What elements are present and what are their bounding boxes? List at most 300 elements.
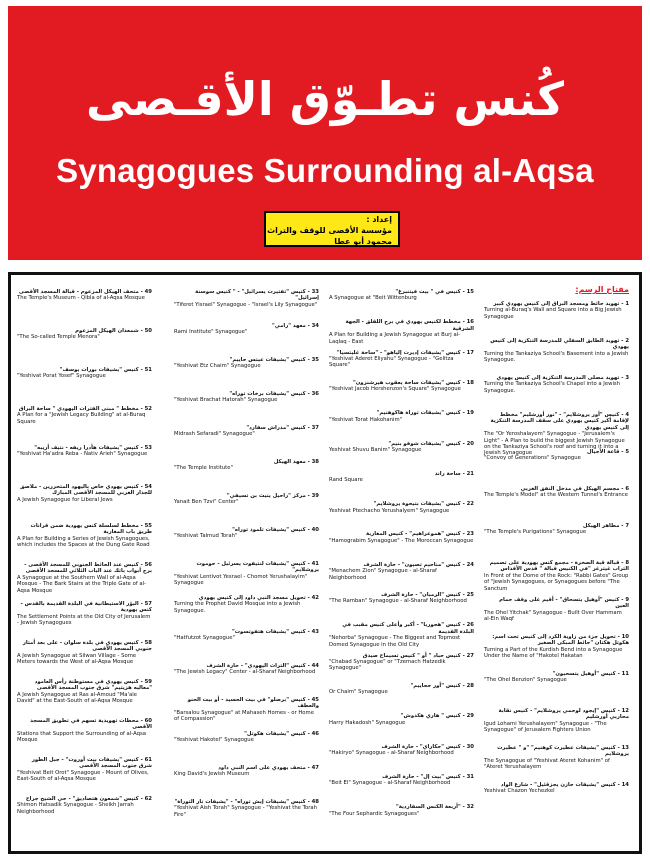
key-entry-english: "The Four Sephardic Synagogues"	[329, 810, 420, 817]
key-entry-number: 15	[466, 289, 474, 295]
key-entry-number: 4	[625, 412, 629, 418]
key-entry-arabic: 5 - قاعة الأجيال	[586, 449, 629, 455]
key-entry-english: "Yeshivat Porat Yosef" Synagogue	[17, 373, 106, 380]
key-entry-arabic-text: كنيس يهودي في مستوطنة رأس العامود "معاليه هزيتيم" شرق جنوب المسجد الأقصى	[34, 679, 152, 692]
key-entry	[329, 713, 474, 726]
key-entry	[329, 350, 474, 369]
key-entry-english: "Hamograbim Synagogue" - The Moroccan Synagogue	[329, 537, 474, 544]
key-entry-arabic-text: كنيس "تفتيرت يسرائيل" - " كنيس سوسنة إسرائيل"	[195, 289, 319, 302]
key-entry-english: Turning al-Buraq's Wall and Square into a Big Jewish Synagogue	[484, 307, 622, 320]
key-entry-english: "Beit El" Synagogue - al-Sharaf Neighborhood	[329, 780, 451, 787]
key-entry	[17, 445, 152, 458]
key-entry	[17, 718, 152, 744]
key-entry-english: "The So-called Temple Menora"	[17, 334, 100, 341]
key-entry-arabic: 19 - كنيس "يشيفات توراة هاكوهنيم"	[376, 410, 474, 417]
key-entry	[484, 486, 629, 499]
key-entry-english: A Jewish Synagogue at Ras al-Amoud "Ma'ale David" at the East-South of al-Aqsa Mosque	[17, 691, 137, 705]
key-entry-arabic-text: متحف يهودي على اسم النبي داود	[218, 765, 306, 771]
key-entry-arabic: 11 - كنيس "أوهيل يتسحيون"	[552, 671, 629, 677]
key-entry	[329, 289, 474, 302]
key-entry-arabic-text: كنيس "يشيفات إديرت إلياهو" - "ساحة غليتسيا"	[336, 349, 461, 356]
key-entry-english: The Temple's Museum - Qibla of al-Aqsa Mosque	[17, 295, 145, 302]
key-entry-english: "Yeshivat Beit Orot" Synagogue - Mount of Olives, East-South of al-Aqsa Mosque	[17, 769, 149, 783]
key-entry-arabic-text: تهويد مصلى المدرسة التنكزية إلى كنيس يهودي	[496, 375, 620, 381]
key-entry	[329, 562, 474, 581]
key-entry-english: Turning a Part of the Kurdish Bend into a Synagogue Under the Name of "Hakotel Hakatan	[484, 646, 623, 660]
key-entry-arabic: 49 - متحف الهيكل المزعوم - قبالة المسجد الأقصى	[18, 289, 152, 295]
key-entry-number: 26	[466, 622, 474, 629]
key-entry-english: A Jewish Synagogue at Silwan Village - Some Meters towards the West of al-Aqsa Mosque	[17, 652, 137, 666]
key-entry-number: 41	[311, 561, 319, 567]
key-entry-english: A Plan for a "Jewish Legacy Building" at al-Buraq Square	[17, 412, 146, 425]
title-banner	[8, 6, 642, 260]
key-entry	[17, 640, 152, 666]
key-entry	[174, 595, 319, 614]
key-entry	[329, 410, 474, 423]
key-entry	[174, 697, 319, 723]
key-entry-arabic-text: معهد الهيكل	[273, 459, 306, 465]
key-entry-arabic: 45 - كنيس "برصلو" في بيت الحسيد - أو بيت الحنو والعطف	[187, 697, 319, 710]
key-entry-number: 10	[621, 634, 629, 640]
key-entry-number: 30	[466, 743, 474, 750]
key-entry-number: 16	[466, 319, 474, 326]
key-entry-arabic: 20 - كنيس "يشيفات شوفو بنيم"	[388, 440, 474, 447]
key-entry-arabic: 26 - كنيس "هحوربا" - أكبر وأعلى كنيس مقبب في البلدة القديمة	[342, 622, 474, 635]
key-entry-arabic-text: كنيس "هحوربا" - أكبر وأعلى كنيس مقبب في البلدة القديمة	[342, 622, 474, 635]
key-entry-arabic-text: كنيس "يشيفات عيتس حاييم"	[229, 357, 306, 363]
key-entry	[329, 531, 474, 544]
key-entry-number: 23	[466, 531, 474, 538]
key-entry	[484, 745, 629, 771]
key-entry-arabic-text: كنيس "يشيفات برخات توراه"	[229, 391, 306, 397]
key-entry-arabic: 18 - كنيس "يشيفات ساحة يعقوب هيرشنزون"	[353, 379, 474, 386]
key-entry-english: Turning the Prophet David Mosque into a Jewish Synagogue.	[174, 601, 301, 614]
key-entry-english: "Yeshivat Aderet Eliyahu" Synagogue - "Gelitza Square"	[329, 356, 454, 369]
key-entry	[484, 597, 629, 623]
key-entry-arabic-text: قاعة الأجيال	[586, 449, 620, 455]
key-entry-number: 32	[466, 804, 474, 811]
key-entry-english: Yeshivat Shuvu Banim" Synagogue	[329, 446, 422, 453]
key-entry-arabic-text: كنيس "إيجود لوحمي يروشلايم" - كنيس نقابة محاربي أورشليم	[498, 708, 629, 721]
key-entry-arabic: 10 - تحويل جزء من زاوية الكرد إلى كنيس تحت اسم: هكوتل هكتان "حائط المبكى الصغير	[492, 634, 629, 647]
key-entry-arabic-text: كنيس "الرمبان" - حارة الشرف	[381, 592, 461, 598]
key-entry-number: 6	[625, 486, 629, 492]
key-entry-arabic-text: كنيس "يشيفات تلموذ توراه"	[232, 527, 306, 533]
key-entry-number: 46	[311, 731, 319, 737]
key-entry-english: "Barsalou Synagogue" at Mahaseh Homes - or Home of Compassion"	[174, 709, 314, 723]
credit-box	[264, 211, 400, 247]
key-entry-english: "Yeshivat Hakotel" Synagogue	[174, 737, 254, 744]
key-entry-number: 1	[625, 301, 629, 307]
key-entry	[174, 493, 319, 506]
key-entry-arabic: 51 - كنيس "يشيفات بورات يوسف"	[59, 367, 152, 373]
key-entry-arabic-text: كنيس "يشيفات ساحة يعقوب هيرشنزون"	[353, 379, 461, 386]
key-entry-english: "Yeshivat Aish Torah" Synagogue - "Yeshivat the Torah Fire"	[174, 805, 317, 818]
key-entry	[174, 765, 319, 778]
key-entry-arabic: 60 - محطات تهويدية تسهم في تطويق المسجد الأقصى	[30, 718, 152, 731]
key-entry	[17, 796, 152, 815]
key-entry-arabic: 34 - معهد "رامي"	[272, 323, 319, 329]
key-entry-english: King David's Jewish Museum	[174, 771, 250, 778]
key-entry-english: Yanait Ben Tzvi" Center"	[174, 499, 239, 506]
key-entry	[17, 406, 152, 425]
key-entry-english: A Synagogue at "Beit Wittenburg	[329, 295, 417, 302]
key-entry-number: 34	[311, 323, 319, 329]
key-entry-arabic-text: قبالة قبة الصخرة - مجمع كنس يهودية على تصميم التراب غيترغر "في الكنيس قبالة " قدس الأقداس	[489, 560, 629, 573]
key-entry-english: "Yeshivat Jacob Hershenzon's Square" Synagogue	[329, 386, 461, 393]
key-entry-number: 50	[144, 328, 152, 334]
key-entry-english: Rand Square	[329, 477, 363, 484]
key-entry-arabic-text: محطات تهويدية تسهم في تطويق المسجد الأقصى	[30, 718, 152, 731]
key-entry-number: 9	[625, 597, 629, 603]
key-entry	[484, 634, 629, 660]
key-entry	[484, 375, 629, 394]
map-key-panel	[8, 272, 642, 854]
key-entry-english: "Yeshivat Torat Hakohanim"	[329, 416, 403, 423]
key-entry-arabic-text: مخطط لكنيس يهودي في برج اللقلق - الجهة الشرقية	[345, 319, 474, 332]
key-entry-arabic: 31 - كنيس "بيت إل" - حارة الشرف	[382, 773, 474, 780]
key-entry-arabic: 6 - مجسم الهيكل في مدخل النفق الغربي	[520, 486, 629, 492]
key-entry-arabic: 22 - كنيس "يشيفات بتيحوة يروشلايم"	[373, 501, 474, 508]
key-entry-arabic-text: كنيس "أوهيل يتسحاق" - أقيم على وقف حمام العين	[499, 597, 629, 610]
key-entry-number: 7	[625, 523, 629, 529]
key-entry-number: 14	[621, 782, 629, 788]
key-entry-arabic-text: كنيس عند الحائط الجنوبي للمسجد الأقصى - برج أبواب باتك عند الباب الثلاثي للمسجد الأقصى	[24, 562, 152, 575]
key-entry-number: 56	[144, 562, 152, 568]
key-entry-arabic: 7 - مطاهر الهيكل	[582, 523, 629, 529]
key-entry-number: 62	[144, 796, 152, 802]
key-entry-arabic: 24 - كنيس "مناحيم تصيون" - حارة الشرف	[363, 561, 474, 568]
key-entry-arabic: 36 - كنيس "يشيفات برخات توراه"	[229, 391, 319, 397]
key-entry-number: 19	[466, 410, 474, 417]
key-entry-english: Rami Institute" Synagogue"	[174, 329, 248, 336]
key-entry-arabic: 8 - قبالة قبة الصخرة - مجمع كنس يهودية على تصميم التراب غيترغر "في الكنيس قبالة " قدس الأقداس	[489, 560, 629, 573]
key-entry-number: 12	[621, 708, 629, 714]
key-entry	[17, 679, 152, 705]
key-entry	[329, 471, 474, 484]
key-title: مفتاح الرسم:	[575, 285, 629, 294]
key-entry-arabic-text: كنيس "التراث اليهودي" - حارة الشرف	[206, 663, 306, 669]
key-entry-arabic: 58 - كنيس يهودي في بلدة سلوان - على بعد أمتار جنوبي المسجد الأقصى	[22, 640, 152, 653]
key-entry-arabic-text: كنيس "يشيفات هكوتل"	[244, 731, 306, 737]
key-entry-english: Stations that Support the Surrounding of al-Aqsa Mosque	[17, 730, 146, 744]
key-entry-english: Turning the Tankaziya School's Basement into a Jewish Synagogue.	[484, 350, 629, 364]
key-entry-arabic: 59 - كنيس يهودي في مستوطنة رأس العامود "معاليه هزيتيم" شرق جنوب المسجد الأقصى	[34, 679, 152, 692]
key-entry-arabic-text: مخطط لسلسلة كنس يهودية ضمن قرانات طريق باب المغاربة	[30, 523, 152, 536]
key-entry-arabic-text: كنيس "حكاراي" - حارة الشرف	[381, 743, 461, 750]
credit-line: إعداد :	[366, 215, 392, 224]
key-entry-english: "Menachem Zion" Synagogue - al-Sharaf Neighborhood	[329, 568, 437, 581]
key-entry-english: Midrash Sefaradi" Synagogue"	[174, 431, 255, 438]
key-entry-arabic-text: تحويل جزء من زاوية الكرد إلى كنيس تحت اسم: هكوتل هكتان "حائط المبكى الصغير	[492, 634, 629, 647]
key-entry-arabic-text: كنيس "مدراش سفارد"	[246, 425, 306, 431]
key-entry	[174, 425, 319, 438]
key-entry-english: Or Chaim" Synagogue	[329, 689, 388, 696]
key-entry-arabic-text: تهويد الطابق السفلي للمدرسة التنكزية إلى كنيس يهودي	[490, 338, 629, 351]
key-entry-english: "Hatfutzot Synagogue"	[174, 635, 235, 642]
key-entry-number: 25	[466, 592, 474, 598]
key-entry-arabic: 14 - كنيس "يشيفات حازن يحزقئيل" - شارع الواد	[500, 782, 629, 788]
key-entry	[484, 782, 629, 795]
key-entry-arabic: 23 - كنيس "هموعراهيم" - كنيس المغاربة	[366, 531, 474, 538]
key-entry-arabic-text: كنيس "يشيفات إيش توراه" - "يشيفات نار التوراة"	[174, 799, 306, 805]
key-entry-number: 28	[466, 682, 474, 689]
key-entry-english: A Jewish Synagogue for Liberal Jews	[17, 496, 113, 503]
key-entry-number: 20	[466, 440, 474, 447]
key-entry-arabic-text: مجسم الهيكل في مدخل النفق الغربي	[520, 486, 620, 492]
key-entry	[484, 338, 629, 364]
key-entry-english: "The Temple Institute"	[174, 465, 233, 472]
key-entry-english: In Front of the Dome of the Rock: "Rabbi Gates" Group of "Jewish Synagogues, or Synagogues before "The Sanctum	[484, 572, 629, 592]
key-entry	[17, 484, 152, 503]
key-entry-english: Turning the Tankaziya School's Chapel into a Jewish Synagogue.	[484, 381, 621, 394]
key-entry-arabic-text: كنيس "أور يروشلايم" - "نور أورشليم" مخطط لإقامة أكبر كنيس يهودي على سقف المدرسة التنكزية إلى كنيس يهودي	[490, 412, 629, 431]
key-entry-number: 53	[144, 445, 152, 451]
key-entry	[17, 367, 152, 380]
key-entry	[484, 301, 629, 320]
key-entry-arabic: 42 - تحويل مسجد النبي داود إلى كنيس يهودي	[198, 595, 319, 601]
key-entry	[329, 501, 474, 514]
key-entry	[329, 592, 474, 605]
key-entry-arabic-text: كنيس يهودي في بلدة سلوان - على بعد أمتار جنوبي المسجد الأقصى	[22, 640, 152, 653]
key-entry	[174, 731, 319, 744]
key-entry-arabic-text: كنيس "يشيفات هأدرا ريفه - نتيف أريبه"	[34, 445, 139, 451]
key-entry-english: The Ohel Yitchak" Synagogue - Built Over Hammam al-Ein Waqf	[484, 609, 622, 623]
key-entry-number: 55	[144, 523, 152, 529]
key-entry-number: 47	[311, 765, 319, 771]
key-entry-english: The "Or Yeroshalayem" Synagogue - "Jerusalem's Light" - A Plan to build the biggest Jewish Synagogue on the Tankaziya School's roof and turning it into a Jewish Synagogue	[484, 431, 625, 457]
key-entry-arabic: 56 - كنيس عند الحائط الجنوبي للمسجد الأقصى - برج أبواب باتك عند الباب الثلاثي للمسجد الأقصى	[24, 562, 152, 575]
key-entry	[329, 319, 474, 345]
key-entry-number: 8	[625, 560, 629, 566]
key-entry	[329, 441, 474, 454]
key-entry-number: 49	[144, 289, 152, 295]
key-entry-arabic: 39 - مركز "راحيل ينيث بن تسيفي"	[226, 493, 319, 499]
key-entry-arabic-text: كنيس "أوهيل يتسحيون"	[552, 671, 616, 677]
key-entry	[174, 799, 319, 818]
key-entry-english: "Nehorba" Synagogue - The Biggest and Topmost Domed Synagogue in the Old City	[329, 635, 461, 648]
key-entry	[174, 561, 319, 587]
key-entry	[174, 289, 319, 308]
key-entry	[174, 527, 319, 540]
key-entry-english: Yeshivat Ptechacho Yerushalyem" Synagogue	[329, 507, 450, 514]
key-entry-english: Harry Hakadosh" Synagogue	[329, 719, 406, 726]
key-entry	[174, 629, 319, 642]
key-entry	[17, 289, 152, 302]
key-entry-arabic: 57 - البؤر الاستيطانية في البلدة القديمة بالقدس - كنس يهودية	[20, 601, 152, 614]
key-entry	[17, 601, 152, 627]
key-entry-number: 5	[625, 449, 629, 455]
key-entry-number: 27	[466, 652, 474, 659]
key-entry-english: A Plan for Building a Jewish Synagogue at Burj al-Laqlaq - East	[329, 332, 461, 345]
key-entry-arabic-text: كنيس "برصلو" في بيت الحسيد - أو بيت الحنو والعطف	[187, 697, 319, 710]
key-entry-number: 37	[311, 425, 319, 431]
key-entry-english: The Settlement Points at the Old City of Jerusalem - Jewish Synagogues	[17, 613, 151, 627]
key-entry	[174, 391, 319, 404]
key-entry-english: A Plan for Building a Series of Jewish Synagogues, which includes the Spaces at the Dung Gate Road	[17, 535, 150, 549]
key-entry	[329, 653, 474, 672]
key-entry-number: 42	[311, 595, 319, 601]
key-entry-arabic: 3 - تهويد مصلى المدرسة التنكزية إلى كنيس يهودي	[496, 375, 629, 381]
credit-line: محمود أبو عطا	[334, 237, 392, 246]
key-entry-english: "Tiferet Yisrael" Synagogue - "Israel's Lily Synagogue"	[174, 301, 318, 308]
key-entry-arabic-text: ساحة راند	[434, 470, 461, 477]
key-entry-arabic-text: كنيس "يشيفات بورات يوسف"	[59, 367, 139, 373]
key-entry-arabic: 53 - كنيس "يشيفات هأدرا ريفه - نتيف أريبه"	[34, 445, 152, 451]
key-entry-english: "Hakiryo" Synagogue - al-Sharaf Neighborhood	[329, 749, 454, 756]
key-entry-arabic: 47 - متحف يهودي على اسم النبي داود	[218, 765, 319, 771]
key-entry-arabic: 52 - مخطط " مبنى الفترات اليهودي " ساحة البراق	[18, 406, 152, 412]
key-entry-arabic: 61 - كنيس "يشيفات بيت أوروت" - جبل الطور شرق جنوب المسجد الأقصى	[31, 757, 152, 770]
key-entry-arabic-text: كنيس "يشيفات هتفوتسوت"	[231, 629, 306, 635]
key-entry-arabic: 46 - كنيس "يشيفات هكوتل"	[244, 731, 319, 737]
key-entry-number: 36	[311, 391, 319, 397]
credit-line: مؤسسة الأقصى للوقف والتراث	[267, 226, 392, 235]
key-entry-english: The Synagogue of "Yeshivat Ateret Kohanim" of "Ateret Yerushalayem	[484, 757, 610, 771]
key-entry-arabic-text: كنيس "يشيفات توراة هاكوهنيم"	[376, 410, 461, 417]
key-entry-arabic: 16 - مخطط لكنيس يهودي في برج اللقلق - الجهة الشرقية	[345, 319, 474, 332]
key-entry-arabic-text: كنيس في " بيت فيتنبرغ"	[395, 289, 461, 295]
key-entry-arabic: 21 - ساحة راند	[434, 470, 474, 477]
key-entry-arabic-text: تحويل مسجد النبي داود إلى كنيس يهودي	[198, 595, 306, 601]
key-entry-arabic: 62 - كنيس "شمعون هتصاديق" - حي الشيخ جراح	[25, 796, 152, 802]
key-entry-arabic-text: كنيس "هموعراهيم" - كنيس المغاربة	[366, 531, 461, 538]
key-entry-arabic-text: كنيس "يشيفات حازن يحزقئيل" - شارع الواد	[500, 782, 616, 788]
key-entry-number: 38	[311, 459, 319, 465]
key-entry-english: "Yeshivat Lentivot Yesrael - Chomot Yerushalayim" Synagogue	[174, 573, 308, 587]
key-entry-number: 51	[144, 367, 152, 373]
key-entry	[17, 523, 152, 549]
key-entry-number: 22	[466, 501, 474, 508]
key-entry-number: 18	[466, 379, 474, 386]
key-entry-arabic-text: كنيس "يشيفات لنتيفوت يسرئيل - حوموت يروشلايم"	[196, 561, 319, 574]
key-entry-number: 60	[144, 718, 152, 724]
key-entry-number: 31	[466, 773, 474, 780]
key-entry	[17, 328, 152, 341]
key-entry-arabic: 30 - كنيس "حكاراي" - حارة الشرف	[381, 743, 474, 750]
key-entry-arabic: 28 - كنيس "أور ححاييم"	[410, 682, 474, 689]
key-entry-arabic: 55 - مخطط لسلسلة كنس يهودية ضمن قرانات طريق باب المغاربة	[30, 523, 152, 536]
key-entry-english: Shimon Hatsadik Synagogue - Sheikh Jarrah Neighborhood	[17, 802, 134, 815]
key-entry-number: 2	[625, 338, 629, 344]
key-entry-arabic-text: كنيس "يشيفات بيت أوروت" - جبل الطور شرق جنوب المسجد الأقصى	[31, 757, 152, 770]
key-entry-number: 48	[311, 799, 319, 805]
key-entry-arabic-text: كنيس "يشيفات بتيحوة يروشلايم"	[373, 501, 461, 508]
key-entry-arabic-text: مركز "راحيل ينيث بن تسيفي"	[226, 493, 306, 499]
key-entry-english: The Temple's Model" at the Western Tunnel's Entrance	[484, 492, 628, 499]
key-entry-arabic: 44 - كنيس "التراث اليهودي" - حارة الشرف	[206, 663, 319, 669]
key-entry-arabic-text: مخطط " مبنى الفترات اليهودي " ساحة البراق	[18, 406, 139, 412]
key-entry-arabic: 2 - تهويد الطابق السفلي للمدرسة التنكزية إلى كنيس يهودي	[490, 338, 629, 351]
key-entry	[174, 323, 319, 336]
key-entry-number: 54	[144, 484, 152, 490]
key-entry-arabic: 48 - كنيس "يشيفات إيش توراه" - "يشيفات نار التوراة"	[174, 799, 319, 805]
key-entry-english: Igud Lohami Yerushalayem" Synagogue - "The Synagogue" of Jerusalem Fighters Union	[484, 720, 607, 734]
key-entry-arabic: 38 - معهد الهيكل	[273, 459, 319, 465]
key-entry-number: 33	[311, 289, 319, 295]
key-entry-arabic: 4 - كنيس "أور يروشلايم" - "نور أورشليم" مخطط لإقامة أكبر كنيس يهودي على سقف المدرسة التنكزية إلى كنيس يهودي	[490, 412, 629, 431]
key-entry-arabic-text: كنيس "مناحيم تصيون" - حارة الشرف	[363, 561, 461, 568]
key-entry-number: 57	[144, 601, 152, 607]
key-entry-number: 11	[621, 671, 629, 677]
key-entry	[329, 622, 474, 648]
key-entry	[174, 459, 319, 472]
key-entry-number: 61	[144, 757, 152, 763]
key-entry-arabic: 9 - كنيس "أوهيل يتسحاق" - أقيم على وقف حمام العين	[499, 597, 629, 610]
key-entry-number: 24	[466, 561, 474, 568]
key-entry-arabic: 37 - كنيس "مدراش سفارد"	[246, 425, 319, 431]
key-entry-arabic: 41 - كنيس "يشيفات لنتيفوت يسرئيل - حوموت يروشلايم"	[196, 561, 319, 574]
key-entry-arabic: 32 - "أربعة الكنس السفاردية"	[395, 804, 474, 811]
key-entry	[329, 380, 474, 393]
key-entry-english: "Yeshivat Etz Chaim" Synagogue	[174, 363, 261, 370]
key-entry-arabic-text: البؤر الاستيطانية في البلدة القديمة بالقدس - كنس يهودية	[20, 601, 152, 614]
key-entry-arabic: 13 - كنيس "يشيفات عطيرت كوهنيم" "و " عطيرت يروشلايم	[497, 745, 629, 758]
key-entry-arabic-text: كنيس حباد " أو " كنيس تسيماح صيدق	[362, 652, 461, 659]
key-entry-arabic: 12 - كنيس "إيجود لوحمي يروشلايم" - كنيس نقابة محاربي أورشليم	[498, 708, 629, 721]
key-entry-arabic-text: كنيس "يشيفات عطيرت كوهنيم" "و " عطيرت يروشلايم	[497, 745, 629, 758]
key-entry-number: 40	[311, 527, 319, 533]
key-entry	[329, 744, 474, 757]
key-entry-number: 17	[466, 349, 474, 356]
key-entry	[329, 804, 474, 817]
key-entry-arabic: 35 - كنيس "يشيفات عيتس حاييم"	[229, 357, 319, 363]
key-entry-arabic-text: تهويد حائط ومسجد البراق إلى كنيس يهودي كبير	[493, 301, 620, 307]
key-entry	[484, 449, 629, 462]
key-entry-number: 29	[466, 713, 474, 720]
key-entry-number: 21	[466, 470, 474, 477]
key-entry-number: 52	[144, 406, 152, 412]
key-entry	[484, 523, 629, 536]
key-entry-english: "The Jewish Legacy" Center - al-Sharaf Neighborhood	[174, 669, 316, 676]
key-entry-arabic: 33 - كنيس "تفتيرت يسرائيل" - " كنيس سوسنة إسرائيل"	[195, 289, 319, 302]
key-entry-arabic-text: شمعدان الهيكل المزعوم	[75, 328, 139, 334]
key-entry-arabic: 27 - كنيس حباد " أو " كنيس تسيماح صيدق	[362, 652, 474, 659]
key-entry	[174, 663, 319, 676]
key-entry	[484, 560, 629, 592]
key-entry-number: 43	[311, 629, 319, 635]
key-entry-arabic-text: كنيس "يشيفات شوفو بنيم"	[388, 440, 461, 447]
key-entry-arabic: 43 - كنيس "يشيفات هتفوتسوت"	[231, 629, 319, 635]
key-entry-arabic-text: كنيس "أور ححاييم"	[410, 682, 461, 689]
key-entry-arabic-text: معهد "رامي"	[272, 323, 306, 329]
key-entry	[329, 774, 474, 787]
key-entry-english: "Yeshivat Ha'adra Reba - Nativ Arieh" Synagogue	[17, 451, 148, 458]
key-entry	[484, 708, 629, 734]
key-entry-arabic-text: "أربعة الكنس السفاردية"	[395, 804, 461, 811]
key-entry-arabic: 15 - كنيس في " بيت فيتنبرغ"	[395, 289, 474, 295]
key-entry	[17, 562, 152, 594]
key-entry-english: "The Ramban" Synagogue - al-Sharaf Neighborhood	[329, 598, 467, 605]
key-entry-number: 44	[311, 663, 319, 669]
key-entry-arabic-text: كنيس "شمعون هتصاديق" - حي الشيخ جراح	[25, 796, 139, 802]
key-entry	[329, 683, 474, 696]
title-arabic: كُنس تطـوّق الأقـصى	[85, 72, 565, 126]
key-entry-arabic-text: متحف الهيكل المزعوم - قبالة المسجد الأقصى	[18, 289, 139, 295]
key-entry-number: 3	[625, 375, 629, 381]
key-entry-arabic-text: كنيس "بيت إل" - حارة الشرف	[382, 773, 461, 780]
key-entry-english: "The Ohel Benzion" Synagogue	[484, 677, 567, 684]
key-entry-arabic: 50 - شمعدان الهيكل المزعوم	[75, 328, 152, 334]
key-entry-arabic: 54 - كنيس يهودي خاص باليهود المتحررين - ملاصق للجدار الغربي للمسجد الأقصى المبارك	[19, 484, 152, 497]
key-entry-arabic: 29 - كنيس " هاري هكدوش"	[400, 713, 474, 720]
key-entry-english: "The Temple's Purigations" Synagogue	[484, 529, 587, 536]
key-entry-arabic-text: مطاهر الهيكل	[582, 523, 620, 529]
key-entry-number: 59	[144, 679, 152, 685]
key-entry-english: "Convoy of Generations" Synagogue	[484, 455, 581, 462]
key-entry-number: 45	[311, 697, 319, 703]
key-entry	[484, 671, 629, 684]
